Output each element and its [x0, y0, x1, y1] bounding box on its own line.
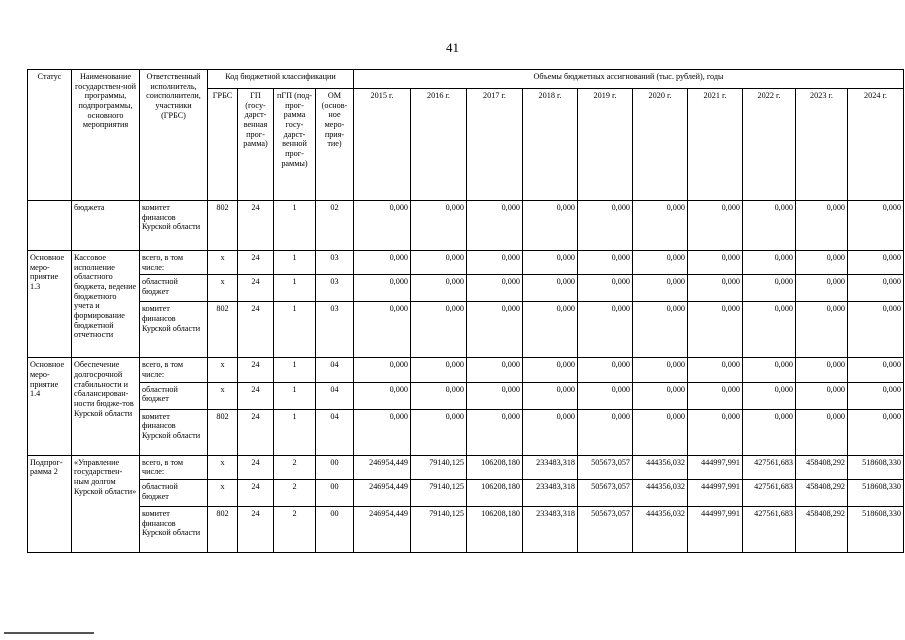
- budget-table: [27, 69, 904, 553]
- cell-value: 233483,318: [523, 480, 578, 507]
- cell-value: 427561,683: [743, 480, 796, 507]
- header-status: Статус: [28, 70, 72, 201]
- header-gp: ГП (госу-дарст-венная прог-рамма): [238, 89, 274, 201]
- header-year: 2018 г.: [523, 89, 578, 201]
- cell-value: 0,000: [688, 275, 743, 302]
- cell-value: 0,000: [848, 382, 904, 409]
- cell-pgp: 1: [274, 358, 316, 382]
- cell-grbs: 802: [208, 302, 238, 358]
- cell-value: 0,000: [578, 275, 633, 302]
- header-year: 2020 г.: [633, 89, 688, 201]
- cell-value: 518608,330: [848, 507, 904, 553]
- cell-pgp: 1: [274, 382, 316, 409]
- cell-value: 233483,318: [523, 507, 578, 553]
- cell-value: 0,000: [633, 302, 688, 358]
- header-om: ОМ (основ-ное меро-прия-тие): [316, 89, 354, 201]
- cell-value: 0,000: [848, 201, 904, 251]
- cell-value: 0,000: [743, 382, 796, 409]
- cell-gp: 24: [238, 275, 274, 302]
- cell-value: 458408,292: [796, 480, 848, 507]
- cell-value: 0,000: [411, 409, 467, 455]
- cell-value: 0,000: [848, 358, 904, 382]
- cell-om: 00: [316, 455, 354, 479]
- header-pgp: пГП (под-прог-рамма госу-дарст-венной прог-раммы): [274, 89, 316, 201]
- cell-value: 0,000: [467, 302, 523, 358]
- cell-grbs: 802: [208, 507, 238, 553]
- cell-value: 106208,180: [467, 480, 523, 507]
- cell-pgp: 1: [274, 275, 316, 302]
- row-responsible: комитет финансов Курской области: [140, 302, 208, 358]
- row-status: [28, 201, 72, 251]
- cell-value: 518608,330: [848, 480, 904, 507]
- cell-value: 0,000: [848, 275, 904, 302]
- table-row: [28, 275, 904, 302]
- row-name: «Управление государствен-ным долгом Курской области»: [72, 455, 140, 552]
- cell-value: 0,000: [578, 358, 633, 382]
- cell-om: 03: [316, 302, 354, 358]
- row-responsible: всего, в том числе:: [140, 358, 208, 382]
- header-grbs: ГРБС: [208, 89, 238, 201]
- cell-om: 00: [316, 480, 354, 507]
- cell-gp: 24: [238, 201, 274, 251]
- cell-value: 444356,032: [633, 455, 688, 479]
- cell-om: 04: [316, 382, 354, 409]
- cell-value: 0,000: [743, 358, 796, 382]
- header-year: 2019 г.: [578, 89, 633, 201]
- cell-value: 0,000: [467, 201, 523, 251]
- page-number: 41: [446, 40, 459, 55]
- cell-value: 427561,683: [743, 507, 796, 553]
- cell-value: 0,000: [796, 275, 848, 302]
- cell-value: 0,000: [467, 409, 523, 455]
- cell-value: 0,000: [688, 409, 743, 455]
- header-name: Наименование государствен-ной программы, подпрограммы, основного мероприятия: [72, 70, 140, 201]
- cell-value: 0,000: [848, 251, 904, 275]
- cell-value: 0,000: [411, 382, 467, 409]
- cell-om: 03: [316, 275, 354, 302]
- cell-value: 505673,057: [578, 480, 633, 507]
- cell-value: 0,000: [523, 302, 578, 358]
- cell-value: 0,000: [411, 358, 467, 382]
- row-responsible: комитет финансов Курской области: [140, 409, 208, 455]
- row-name: Обеспечение долгосрочной стабильности и сбалансирован-ности бюдже-тов Курской области: [72, 358, 140, 455]
- cell-value: 0,000: [796, 409, 848, 455]
- cell-grbs: х: [208, 358, 238, 382]
- cell-value: 0,000: [633, 382, 688, 409]
- cell-grbs: х: [208, 455, 238, 479]
- cell-value: 0,000: [743, 275, 796, 302]
- cell-value: 458408,292: [796, 507, 848, 553]
- cell-grbs: х: [208, 251, 238, 275]
- cell-pgp: 1: [274, 201, 316, 251]
- cell-value: 0,000: [633, 409, 688, 455]
- row-responsible: областной бюджет: [140, 382, 208, 409]
- cell-value: 0,000: [633, 251, 688, 275]
- cell-grbs: 802: [208, 409, 238, 455]
- cell-value: 0,000: [354, 382, 411, 409]
- table-row: [28, 409, 904, 455]
- cell-value: 0,000: [688, 201, 743, 251]
- cell-om: 04: [316, 409, 354, 455]
- table-row: [28, 251, 904, 275]
- header-responsible: Ответственный исполнитель, соисполнители, участники (ГРБС): [140, 70, 208, 201]
- header-year: 2023 г.: [796, 89, 848, 201]
- cell-value: 0,000: [467, 358, 523, 382]
- cell-grbs: х: [208, 275, 238, 302]
- cell-om: 02: [316, 201, 354, 251]
- cell-value: 0,000: [796, 251, 848, 275]
- cell-value: 0,000: [523, 251, 578, 275]
- header-volumes-group: Объемы бюджетных ассигнований (тыс. рублей), годы: [354, 70, 904, 89]
- cell-value: 0,000: [467, 251, 523, 275]
- cell-value: 0,000: [848, 302, 904, 358]
- cell-value: 0,000: [578, 382, 633, 409]
- cell-grbs: 802: [208, 201, 238, 251]
- row-responsible: комитет финансов Курской области: [140, 507, 208, 553]
- table-row: [28, 507, 904, 553]
- cell-value: 246954,449: [354, 455, 411, 479]
- cell-value: 0,000: [796, 201, 848, 251]
- cell-value: 0,000: [467, 382, 523, 409]
- table-row: [28, 382, 904, 409]
- cell-value: 444356,032: [633, 507, 688, 553]
- row-responsible: всего, в том числе:: [140, 251, 208, 275]
- table-row: [28, 455, 904, 479]
- cell-value: 444356,032: [633, 480, 688, 507]
- table-row: [28, 302, 904, 358]
- cell-grbs: х: [208, 382, 238, 409]
- cell-gp: 24: [238, 409, 274, 455]
- cell-value: 444997,991: [688, 507, 743, 553]
- cell-value: 518608,330: [848, 455, 904, 479]
- cell-value: 427561,683: [743, 455, 796, 479]
- cell-value: 0,000: [688, 302, 743, 358]
- row-responsible: областной бюджет: [140, 480, 208, 507]
- cell-gp: 24: [238, 382, 274, 409]
- cell-value: 0,000: [578, 409, 633, 455]
- header-code-group: Код бюджетной классификации: [208, 70, 354, 89]
- cell-pgp: 1: [274, 302, 316, 358]
- table-row: [28, 201, 904, 251]
- table-row: [28, 480, 904, 507]
- header-year: 2016 г.: [411, 89, 467, 201]
- cell-value: 0,000: [523, 275, 578, 302]
- cell-value: 458408,292: [796, 455, 848, 479]
- cell-gp: 24: [238, 507, 274, 553]
- header-year: 2017 г.: [467, 89, 523, 201]
- cell-value: 0,000: [411, 302, 467, 358]
- cell-gp: 24: [238, 480, 274, 507]
- cell-value: 0,000: [578, 201, 633, 251]
- cell-value: 246954,449: [354, 480, 411, 507]
- cell-pgp: 2: [274, 455, 316, 479]
- cell-value: 0,000: [523, 382, 578, 409]
- cell-pgp: 1: [274, 251, 316, 275]
- header-year: 2024 г.: [848, 89, 904, 201]
- header-year: 2015 г.: [354, 89, 411, 201]
- cell-pgp: 1: [274, 409, 316, 455]
- cell-value: 0,000: [467, 275, 523, 302]
- cell-value: 0,000: [354, 358, 411, 382]
- cell-value: 0,000: [688, 358, 743, 382]
- cell-grbs: х: [208, 480, 238, 507]
- cell-value: 0,000: [743, 302, 796, 358]
- table-row: [28, 358, 904, 382]
- cell-value: 0,000: [796, 302, 848, 358]
- row-responsible: всего, в том числе:: [140, 455, 208, 479]
- cell-om: 03: [316, 251, 354, 275]
- cell-value: 0,000: [411, 251, 467, 275]
- cell-value: 0,000: [354, 302, 411, 358]
- cell-pgp: 2: [274, 507, 316, 553]
- cell-value: 0,000: [743, 409, 796, 455]
- cell-value: 444997,991: [688, 480, 743, 507]
- cell-gp: 24: [238, 358, 274, 382]
- cell-om: 04: [316, 358, 354, 382]
- cell-value: 246954,449: [354, 507, 411, 553]
- cell-value: 0,000: [688, 382, 743, 409]
- row-responsible: областной бюджет: [140, 275, 208, 302]
- row-name: Кассовое исполнение областного бюджета, ведение бюджетного учета и формирование бюджетной отчетности: [72, 251, 140, 358]
- cell-value: 0,000: [411, 201, 467, 251]
- cell-value: 0,000: [523, 409, 578, 455]
- table-body: [28, 201, 904, 553]
- cell-value: 0,000: [578, 302, 633, 358]
- cell-value: 79140,125: [411, 480, 467, 507]
- row-responsible: комитет финансов Курской области: [140, 201, 208, 251]
- cell-value: 0,000: [743, 251, 796, 275]
- cell-value: 0,000: [633, 201, 688, 251]
- cell-value: 505673,057: [578, 455, 633, 479]
- cell-value: 0,000: [411, 275, 467, 302]
- cell-om: 00: [316, 507, 354, 553]
- cell-value: 0,000: [848, 409, 904, 455]
- cell-gp: 24: [238, 251, 274, 275]
- cell-value: 106208,180: [467, 455, 523, 479]
- cell-gp: 24: [238, 302, 274, 358]
- cell-value: 79140,125: [411, 507, 467, 553]
- cell-value: 0,000: [633, 358, 688, 382]
- cell-value: 0,000: [796, 358, 848, 382]
- cell-value: 0,000: [354, 251, 411, 275]
- scan-edge-mark: [4, 632, 94, 634]
- cell-value: 0,000: [578, 251, 633, 275]
- cell-value: 106208,180: [467, 507, 523, 553]
- cell-value: 0,000: [688, 251, 743, 275]
- cell-value: 0,000: [743, 201, 796, 251]
- cell-pgp: 2: [274, 480, 316, 507]
- header-year: 2022 г.: [743, 89, 796, 201]
- cell-value: 0,000: [354, 201, 411, 251]
- cell-value: 233483,318: [523, 455, 578, 479]
- cell-value: 79140,125: [411, 455, 467, 479]
- cell-value: 505673,057: [578, 507, 633, 553]
- cell-value: 0,000: [354, 409, 411, 455]
- row-name: бюджета: [72, 201, 140, 251]
- cell-value: 0,000: [796, 382, 848, 409]
- row-status: Основное меро-приятие 1.4: [28, 358, 72, 455]
- cell-value: 0,000: [633, 275, 688, 302]
- cell-value: 0,000: [523, 201, 578, 251]
- header-year: 2021 г.: [688, 89, 743, 201]
- cell-value: 0,000: [523, 358, 578, 382]
- cell-gp: 24: [238, 455, 274, 479]
- row-status: Подпрог-рамма 2: [28, 455, 72, 552]
- cell-value: 0,000: [354, 275, 411, 302]
- cell-value: 444997,991: [688, 455, 743, 479]
- row-status: Основное меро-приятие 1.3: [28, 251, 72, 358]
